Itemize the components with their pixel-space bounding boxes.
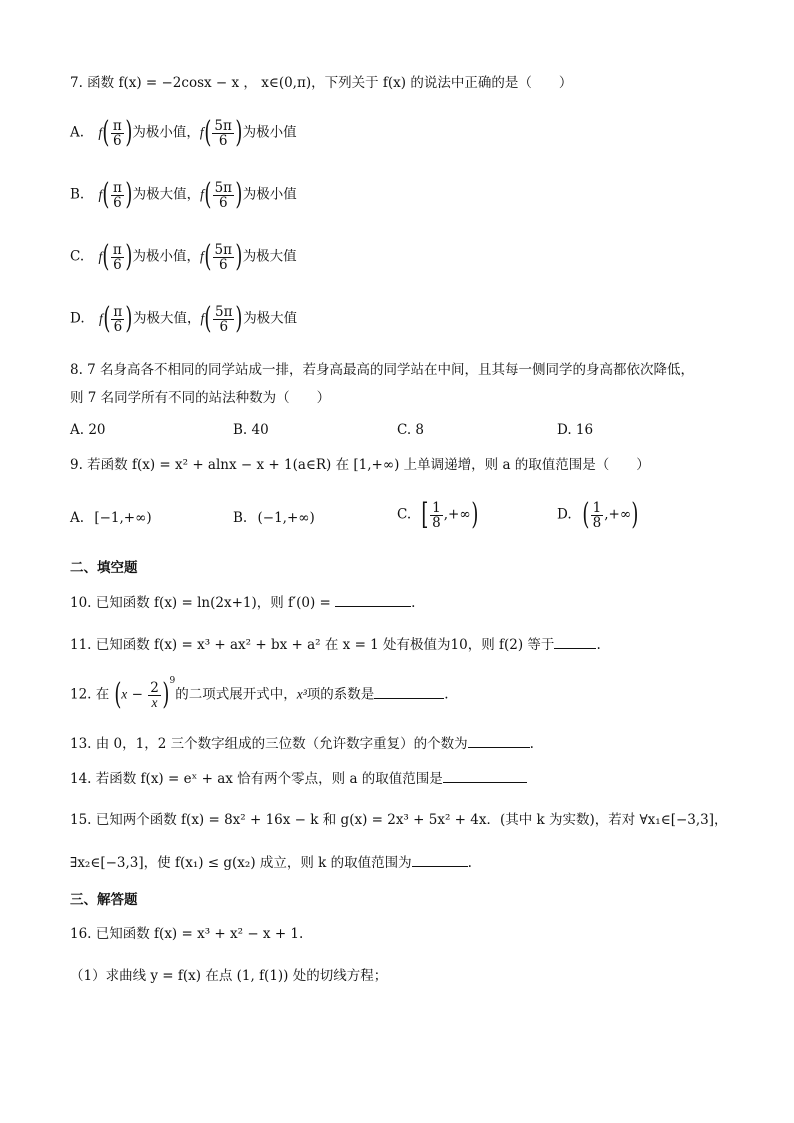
q8-option-a[interactable]: A. 20: [70, 422, 106, 438]
answer-blank[interactable]: [412, 852, 468, 867]
q7-option-a[interactable]: A. f( $\frac{\pi}{6}$ )为极小值，f( $\frac{5\pi}{6}$ )为极小值: [70, 115, 297, 150]
fraction-5pi-6: $\frac{5\pi}{6}$: [215, 303, 233, 335]
option-text-second: 为极小值: [242, 186, 297, 203]
q8-option-c[interactable]: C. 8: [397, 422, 425, 438]
q12-post: 项的系数是: [306, 686, 375, 703]
fraction-5pi-6: $\frac{5\pi}{6}$: [214, 117, 232, 149]
option-label: A.: [70, 124, 85, 141]
fraction-5pi-6: $\frac{5\pi}{6}$: [214, 179, 233, 211]
q15-line-2: ∃x₂∈[−3,3]，使 f(x₁) ≤ g(x₂) 成立，则 k 的取值范围为 .: [70, 852, 472, 873]
q9-option-b[interactable]: [233, 508, 315, 528]
option-label: B.: [233, 510, 248, 526]
q7-option-c[interactable]: C. f( $\frac{\pi}{6}$ )为极小值，f( $\frac{5\pi}{6}$ )为极大值: [70, 239, 297, 274]
q16-part-1: （1）求曲线 y = f(x) 在点 (1, f(1)) 处的切线方程；: [70, 968, 388, 984]
q8-option-b[interactable]: B. 40: [233, 422, 269, 438]
q11: 11. 已知函数 f(x) = x³ + ax² + bx + a² 在 x = 1 处有极值为10，则 f(2) 等于 .: [70, 634, 601, 655]
fraction-5pi-6: $\frac{5\pi}{6}$: [214, 241, 232, 273]
option-value: [−1,+∞): [94, 510, 152, 526]
option-value: (−1,+∞): [257, 510, 315, 526]
option-label: B.: [70, 186, 85, 203]
option-label: D.: [557, 506, 572, 523]
q14: [70, 768, 527, 789]
q7-option-b[interactable]: B. f( $\frac{\pi}{6}$ )为极大值，f( $\frac{5\pi}{6}$ )为极小值: [70, 177, 297, 212]
option-text-first: 为极小值: [132, 248, 187, 265]
answer-blank[interactable]: [374, 684, 444, 699]
exponent: 9: [169, 676, 176, 686]
answer-blank[interactable]: [335, 592, 411, 607]
var-x: x: [121, 686, 128, 702]
q15-line-1: 15. 已知两个函数 f(x) = 8x² + 16x − k 和 g(x) = 2x³ + 5x² + 4x．(其中 k 为实数)，若对 ∀x₁∈[−3,3]，: [70, 812, 728, 828]
section-title-solution: 三、解答题: [70, 892, 138, 908]
q12-mid: 的二项式展开式中，: [175, 686, 297, 703]
q15-line-2-text: ∃x₂∈[−3,3]，使 f(x₁) ≤ g(x₂) 成立，则 k 的取值范围为: [70, 855, 412, 871]
term-x3: x³: [296, 686, 307, 702]
q10-text: 10. 已知函数 f(x) = ln(2x+1)，则 f′(0) =: [70, 595, 336, 611]
fraction-2-x: $\frac{2}{x}$: [150, 679, 159, 710]
fraction-1-8: $\frac{1}{8}$: [592, 499, 602, 531]
q13-text: 13. 由 0，1，2 三个数字组成的三位数（允许数字重复）的个数为: [70, 736, 468, 752]
option-text-second: 为极小值: [242, 124, 297, 141]
q9-option-c[interactable]: C. [ $\frac{1}{8}$ ,+∞): [397, 497, 478, 532]
option-label: C.: [397, 506, 412, 523]
q13: 13. 由 0，1，2 三个数字组成的三位数（允许数字重复）的个数为 .: [70, 733, 534, 754]
q9-stem: 9. 若函数 f(x) = x² + alnx − x + 1(a∈R) 在 [1,+∞) 上单调递增，则 a 的取值范围是（ ）: [70, 457, 650, 473]
q9-option-d[interactable]: D. ( $\frac{1}{8}$ ,+∞): [557, 497, 639, 532]
q11-text: 11. 已知函数 f(x) = x³ + ax² + bx + a² 在 x = 1 处有极值为10，则 f(2) 等于: [70, 637, 555, 653]
q10: 10. 已知函数 f(x) = ln(2x+1)，则 f′(0) = .: [70, 592, 415, 613]
q12-pre: 12. 在: [70, 686, 110, 703]
option-text-second: 为极大值: [242, 248, 297, 265]
answer-blank[interactable]: [554, 634, 596, 649]
fraction-pi-6: $\frac{\pi}{6}$: [113, 303, 123, 335]
section-title-fill-in: 二、填空题: [70, 560, 138, 576]
q8-option-d[interactable]: D. 16: [557, 422, 594, 438]
q12: 12. 在 (x − $\frac{2}{x}$ )$^9$的二项式展开式中，x³项的系数是 .: [70, 676, 449, 712]
q7-stem: 7. 函数 f(x) = −2cosx − x ， x∈(0,π)，下列关于 f(x) 的说法中正确的是（ ）: [70, 75, 573, 91]
option-label: C.: [70, 248, 85, 265]
q9-option-a[interactable]: [70, 508, 152, 528]
q14-text: 14. 若函数 f(x) = eˣ + ax 恰有两个零点，则 a 的取值范围是: [70, 771, 443, 787]
option-text-second: 为极大值: [243, 310, 298, 327]
fraction-pi-6: $\frac{\pi}{6}$: [113, 179, 122, 211]
fraction-pi-6: $\frac{\pi}{6}$: [112, 241, 122, 273]
option-text-first: 为极大值: [132, 186, 187, 203]
fraction-pi-6: $\frac{\pi}{6}$: [112, 117, 122, 149]
fraction-1-8: $\frac{1}{8}$: [432, 499, 441, 531]
option-label: A.: [70, 510, 85, 526]
q8-line-2: 则 7 名同学所有不同的站法种数为（ ）: [70, 390, 331, 406]
option-text-first: 为极大值: [133, 310, 188, 327]
option-value-tail: ,+∞: [604, 506, 632, 523]
q7-option-d[interactable]: D. f( $\frac{\pi}{6}$ )为极大值，f( $\frac{5\pi}{6}$ )为极大值: [70, 301, 298, 336]
option-text-first: 为极小值: [132, 124, 187, 141]
q8-line-1: 8. 7 名身高各不相同的同学站成一排，若身高最高的同学站在中间，且其每一侧同学的身高都依次降低，: [70, 362, 695, 378]
answer-blank[interactable]: [443, 768, 527, 783]
option-value-tail: ,+∞: [443, 506, 471, 523]
q16-stem: 16. 已知函数 f(x) = x³ + x² − x + 1.: [70, 926, 304, 942]
answer-blank[interactable]: [468, 733, 530, 748]
option-label: D.: [70, 310, 85, 327]
